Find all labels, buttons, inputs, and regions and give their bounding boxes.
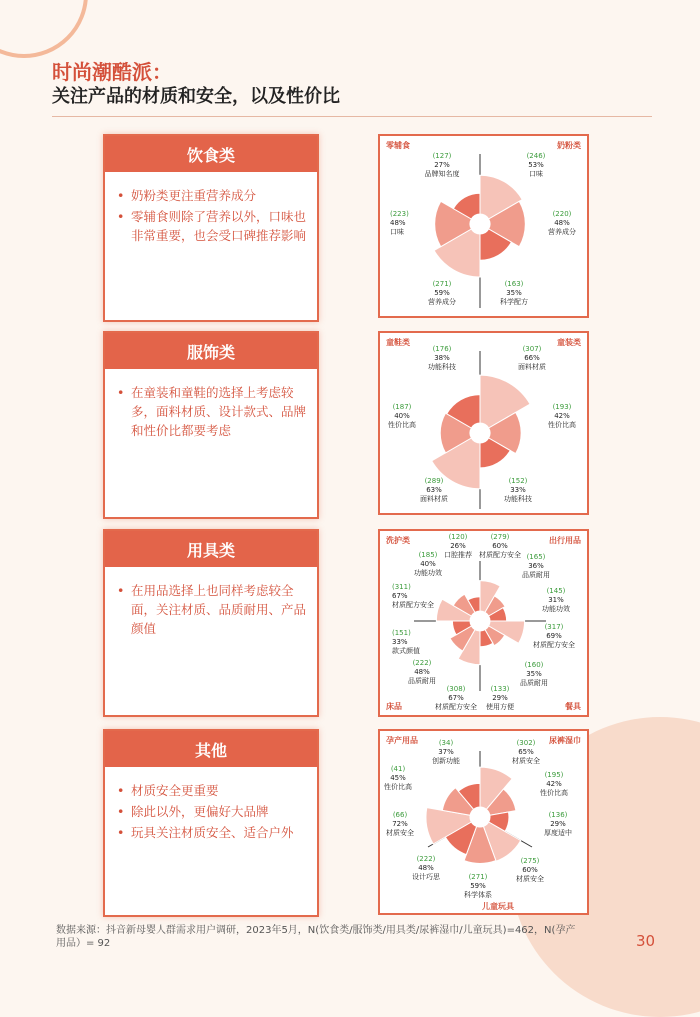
tr-2-label: 功能功效 bbox=[542, 605, 570, 613]
bullet-item: • 在童装和童鞋的选择上考虑较多，面料材质、设计款式、品牌和性价比都要考虑 bbox=[131, 383, 307, 440]
bl-2-pct: 67% bbox=[448, 694, 464, 702]
tag-tl: 洗护类 bbox=[386, 536, 410, 545]
center-hole bbox=[470, 214, 490, 234]
left-2-label: 材质安全 bbox=[386, 829, 414, 837]
title-divider bbox=[52, 116, 652, 117]
center-hole bbox=[470, 423, 490, 443]
right-1-count: (193) bbox=[552, 403, 572, 411]
bottom-2-count: (222) bbox=[416, 855, 436, 863]
bl-0-pct: 33% bbox=[392, 638, 408, 646]
bl-2-label: 材质配方安全 bbox=[435, 703, 477, 711]
right-1-pct: 48% bbox=[554, 219, 570, 227]
right-2-label: 科学配方 bbox=[500, 298, 528, 306]
right-0-label: 材质安全 bbox=[512, 757, 540, 765]
bl-1-count: (222) bbox=[412, 659, 432, 667]
br-2-count: (133) bbox=[490, 685, 510, 693]
right-0-count: (307) bbox=[522, 345, 542, 353]
bullet-item: • 零辅食则除了营养以外，口味也非常重要，也会受口碑推荐影响 bbox=[131, 207, 307, 245]
bottom-0-count: (275) bbox=[520, 857, 540, 865]
card-clothing-title: 服饰类 bbox=[105, 333, 317, 369]
left-1-label: 性价比高 bbox=[388, 421, 416, 429]
br-1-pct: 35% bbox=[526, 670, 542, 678]
right-2-label: 功能科技 bbox=[504, 495, 532, 503]
right-0-label: 口味 bbox=[529, 170, 543, 178]
right-0-label: 面料材质 bbox=[518, 363, 546, 371]
left-0-pct: 38% bbox=[434, 354, 450, 362]
right-0-pct: 66% bbox=[524, 354, 540, 362]
bullet-item: • 奶粉类更注重营养成分 bbox=[131, 186, 307, 205]
tl-0-count: (120) bbox=[448, 533, 468, 541]
left-0-label: 品牌知名度 bbox=[424, 170, 460, 178]
rose-chart-other bbox=[380, 731, 587, 913]
tag-right: 童装类 bbox=[557, 338, 581, 347]
right-0-count: (246) bbox=[526, 152, 546, 160]
tag-br: 餐具 bbox=[565, 702, 581, 711]
page-number: 30 bbox=[636, 932, 656, 950]
bl-2-count: (308) bbox=[446, 685, 466, 693]
rose-chart-food bbox=[380, 136, 587, 316]
bullet-item: • 材质安全更重要 bbox=[131, 781, 307, 800]
rose-chart-clothing bbox=[380, 333, 587, 513]
right-1-count: (220) bbox=[552, 210, 572, 218]
left-2-pct: 72% bbox=[392, 820, 408, 828]
bottom-1-pct: 59% bbox=[470, 882, 486, 890]
tag-right: 奶粉类 bbox=[557, 141, 581, 150]
right-0-pct: 65% bbox=[518, 748, 534, 756]
bottom-1-count: (271) bbox=[468, 873, 488, 881]
bottom-1-label: 科学体系 bbox=[464, 891, 492, 899]
card-tools-title: 用具类 bbox=[105, 531, 317, 567]
chart-other bbox=[378, 729, 589, 915]
card-tools bbox=[103, 529, 319, 717]
right-1-label: 性价比高 bbox=[540, 789, 568, 797]
left-1-pct: 40% bbox=[394, 412, 410, 420]
left-0-pct: 37% bbox=[438, 748, 454, 756]
left-2-count: (66) bbox=[392, 811, 408, 819]
br-1-count: (160) bbox=[524, 661, 544, 669]
left-2-pct: 63% bbox=[426, 486, 442, 494]
br-1-label: 品质耐用 bbox=[520, 679, 548, 687]
tag-right: 尿裤湿巾 bbox=[549, 736, 581, 745]
left-2-label: 面料材质 bbox=[420, 495, 448, 503]
right-1-label: 性价比高 bbox=[548, 421, 576, 429]
card-tools-bullets bbox=[105, 567, 317, 638]
left-1-label: 口味 bbox=[390, 228, 404, 236]
right-2-count: (163) bbox=[504, 280, 524, 288]
br-0-pct: 69% bbox=[546, 632, 562, 640]
tl-1-pct: 40% bbox=[420, 560, 436, 568]
tag-tr: 出行用品 bbox=[549, 536, 581, 545]
tr-0-label: 材质配方安全 bbox=[479, 551, 521, 559]
bl-1-pct: 48% bbox=[414, 668, 430, 676]
br-2-pct: 29% bbox=[492, 694, 508, 702]
tag-bottom: 儿童玩具 bbox=[482, 902, 514, 911]
tr-1-pct: 36% bbox=[528, 562, 544, 570]
tag-bl: 床品 bbox=[386, 702, 402, 711]
tr-2-count: (145) bbox=[546, 587, 566, 595]
tl-0-pct: 26% bbox=[450, 542, 466, 550]
chart-tools bbox=[378, 529, 589, 717]
bottom-2-pct: 48% bbox=[418, 864, 434, 872]
card-food-title: 饮食类 bbox=[105, 136, 317, 172]
left-1-count: (41) bbox=[390, 765, 406, 773]
right-0-pct: 53% bbox=[528, 161, 544, 169]
card-clothing bbox=[103, 331, 319, 519]
left-1-pct: 48% bbox=[390, 219, 406, 227]
left-0-count: (176) bbox=[432, 345, 452, 353]
right-2-label: 厚度适中 bbox=[544, 829, 572, 837]
left-2-count: (289) bbox=[424, 477, 444, 485]
right-1-count: (195) bbox=[544, 771, 564, 779]
tr-0-pct: 60% bbox=[492, 542, 508, 550]
tr-1-count: (165) bbox=[526, 553, 546, 561]
left-1-count: (187) bbox=[392, 403, 412, 411]
br-0-count: (317) bbox=[544, 623, 564, 631]
bullet-item: • 在用品选择上也同样考虑较全面，关注材质、品质耐用、产品颜值 bbox=[131, 581, 307, 638]
decorative-circle-top bbox=[0, 0, 88, 58]
bullet-item: • 玩具关注材质安全、适合户外 bbox=[131, 823, 307, 842]
tl-2-count: (311) bbox=[392, 583, 411, 591]
chart-clothing bbox=[378, 331, 589, 515]
tl-0-label: 口腔推荐 bbox=[444, 551, 472, 559]
tl-2-label: 材质配方安全 bbox=[392, 601, 434, 609]
tl-1-label: 功能功效 bbox=[414, 569, 442, 577]
bl-0-label: 款式颜值 bbox=[392, 647, 420, 655]
left-0-count: (127) bbox=[432, 152, 452, 160]
bl-0-count: (151) bbox=[392, 629, 411, 637]
rose-chart-tools bbox=[380, 531, 587, 715]
card-other bbox=[103, 729, 319, 917]
left-1-label: 性价比高 bbox=[384, 783, 412, 791]
right-1-pct: 42% bbox=[554, 412, 570, 420]
page-title: 时尚潮酷派： bbox=[52, 60, 172, 84]
tr-1-label: 品质耐用 bbox=[522, 571, 550, 579]
tl-2-pct: 67% bbox=[392, 592, 408, 600]
card-food-bullets bbox=[105, 172, 317, 245]
tr-0-count: (279) bbox=[490, 533, 510, 541]
left-0-label: 功能科技 bbox=[428, 363, 456, 371]
right-1-label: 营养成分 bbox=[548, 228, 576, 236]
card-other-title: 其他 bbox=[105, 731, 317, 767]
right-0-count: (302) bbox=[516, 739, 536, 747]
left-2-count: (271) bbox=[432, 280, 452, 288]
card-clothing-bullets bbox=[105, 369, 317, 440]
tl-1-count: (185) bbox=[418, 551, 438, 559]
tr-2-pct: 31% bbox=[548, 596, 564, 604]
left-2-label: 营养成分 bbox=[428, 298, 456, 306]
tag-left: 童鞋类 bbox=[386, 338, 410, 347]
data-source-note: 数据来源：抖音新母婴人群需求用户调研，2023年5月，N(饮食类/服饰类/用具类/尿裤湿巾/儿童玩具)=462，N(孕产用品）= 92 bbox=[56, 925, 576, 949]
right-2-pct: 33% bbox=[510, 486, 526, 494]
card-food bbox=[103, 134, 319, 322]
right-2-count: (136) bbox=[548, 811, 568, 819]
center-hole bbox=[470, 807, 490, 827]
bottom-0-pct: 60% bbox=[522, 866, 538, 874]
bottom-2-label: 设计巧思 bbox=[412, 873, 440, 881]
left-0-label: 创新功能 bbox=[432, 757, 460, 765]
center-hole bbox=[470, 611, 490, 631]
tag-left: 零辅食 bbox=[386, 141, 410, 150]
page-subtitle: 关注产品的材质和安全，以及性价比 bbox=[52, 86, 340, 107]
bl-1-label: 品质耐用 bbox=[408, 677, 436, 685]
right-1-pct: 42% bbox=[546, 780, 562, 788]
right-2-pct: 35% bbox=[506, 289, 522, 297]
left-0-count: (34) bbox=[438, 739, 454, 747]
left-1-count: (223) bbox=[390, 210, 409, 218]
bullet-item: • 除此以外，更偏好大品牌 bbox=[131, 802, 307, 821]
chart-food bbox=[378, 134, 589, 318]
left-1-pct: 45% bbox=[390, 774, 406, 782]
bottom-0-label: 材质安全 bbox=[516, 875, 544, 883]
br-0-label: 材质配方安全 bbox=[533, 641, 575, 649]
tag-left: 孕产用品 bbox=[386, 736, 418, 745]
right-2-pct: 29% bbox=[550, 820, 566, 828]
left-0-pct: 27% bbox=[434, 161, 450, 169]
right-2-count: (152) bbox=[508, 477, 528, 485]
left-2-pct: 59% bbox=[434, 289, 450, 297]
br-2-label: 使用方便 bbox=[486, 703, 514, 711]
card-other-bullets bbox=[105, 767, 317, 842]
